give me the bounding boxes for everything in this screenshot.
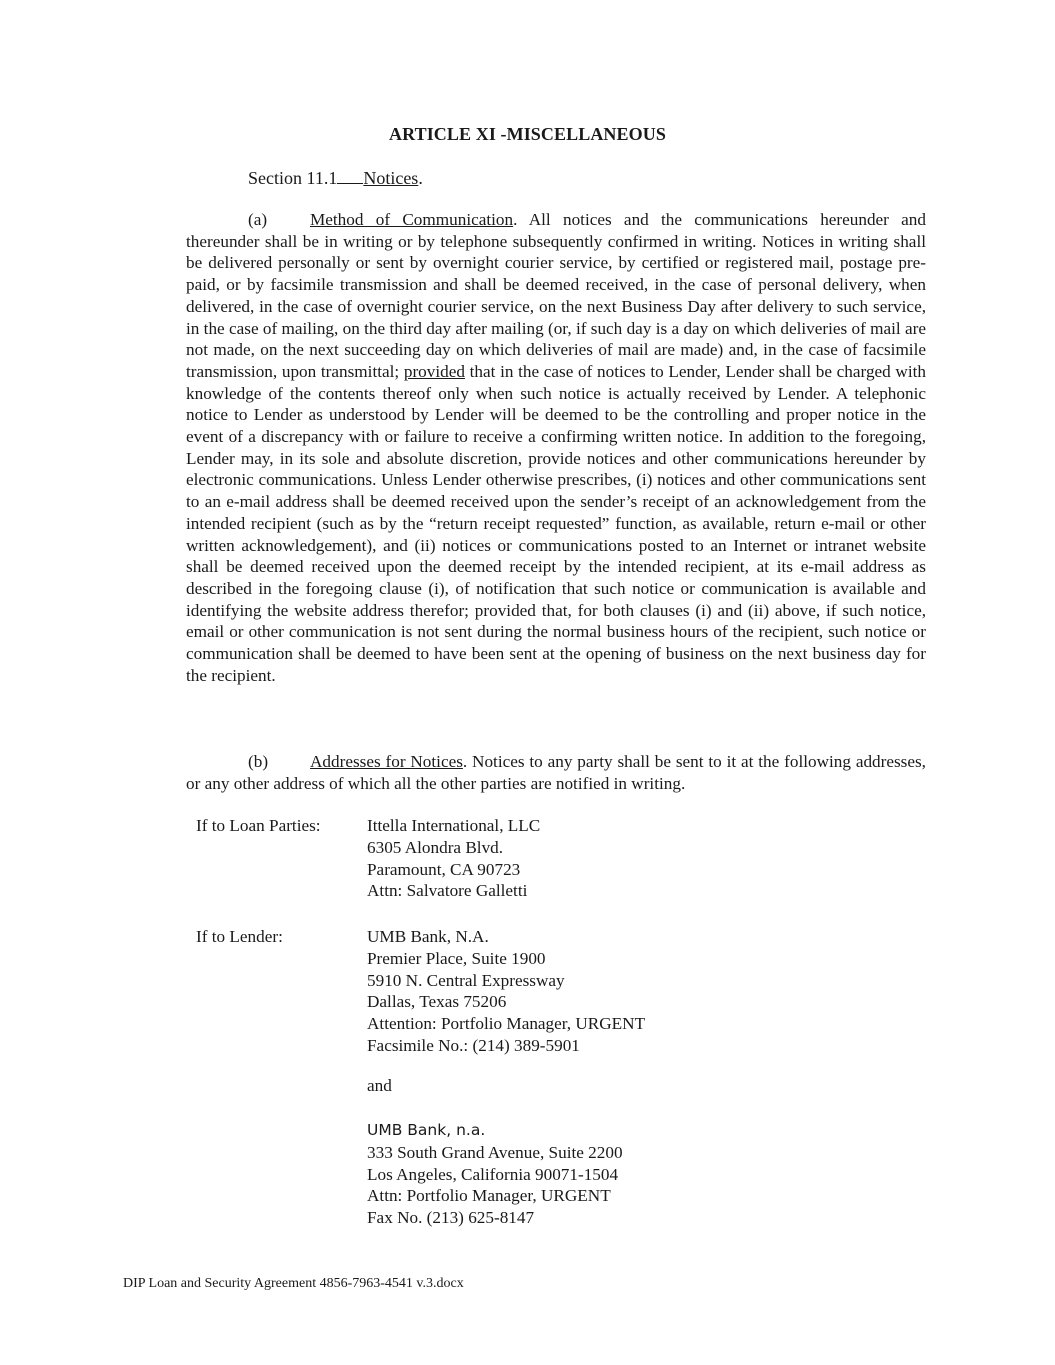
address-label-loan-parties: If to Loan Parties: <box>196 816 321 835</box>
para-a-heading: Method of Communication <box>310 210 514 229</box>
address-line: Ittella International, LLC <box>367 816 541 835</box>
address-line: UMB Bank, N.A. <box>367 927 489 946</box>
address-block-lender-second <box>367 1120 623 1229</box>
section-title: Notices <box>363 168 419 188</box>
paragraph-addresses-for-notices <box>186 751 926 794</box>
para-b-text: . Notices to any party shall be sent to it at the following addresses, or any other address of which all the other parties are notified in writing. <box>186 752 926 793</box>
address-line: Attn: Portfolio Manager, URGENT <box>367 1186 611 1206</box>
address-label-lender: If to Lender: <box>196 927 283 946</box>
paragraph-method-of-communication <box>186 209 926 686</box>
para-a-text-2: that in the case of notices to Lender, Lender shall be charged with knowledge of the contents thereof only when such notice is actually received by Lender. A telephonic notice to Lender as understood by Lender will be deemed to be the controlling and proper notice in the event of a discrepancy with or failure to receive a confirming written notice. In addition to the foregoing, Lender may, in its sole and absolute discretion, provide notices and other communications hereunder by electronic communications. Unless Lender otherwise prescribes, (i) notices and other communications sent to an e-mail address shall be deemed received upon the sender’s receipt of an acknowledgement from the intended recipient (such as by the “return receipt requested” function, as available, return e-mail or other written acknowledgement), and (ii) notices or communications posted to an Internet or intranet website shall be deemed received upon the deemed receipt by the intended recipient, at its e-mail address as described in the foregoing clause (i), of notification that such notice or communication is available and identifying the website address therefor; provided that, for both clauses (i) and (ii) above, if such notice, email or other communication is not sent during the normal business hours of the recipient, such notice or communication shall be deemed to have been sent at the opening of business on the next business day for the recipient. <box>186 361 926 685</box>
and-connector: and <box>367 1076 392 1095</box>
address-lines-loan-parties <box>367 815 540 902</box>
address-line: Attn: Salvatore Galletti <box>367 881 528 901</box>
para-b-label: (b) <box>248 752 269 771</box>
address-line: Paramount, CA 90723 <box>367 859 521 879</box>
address-line: Los Angeles, California 90071-1504 <box>367 1164 619 1184</box>
address-line: Facsimile No.: (214) 389-5901 <box>367 1035 580 1055</box>
address-line: UMB Bank, n.a. <box>367 1121 486 1139</box>
section-title-suffix: . <box>418 168 423 188</box>
article-title: ARTICLE XI -MISCELLANEOUS <box>389 124 666 144</box>
address-line: Premier Place, Suite 1900 <box>367 948 546 968</box>
address-line: 6305 Alondra Blvd. <box>367 837 504 857</box>
address-line: Fax No. (213) 625-8147 <box>367 1208 535 1228</box>
para-a-provided: provided <box>403 361 465 381</box>
address-line: 333 South Grand Avenue, Suite 2200 <box>367 1142 623 1162</box>
section-underline-gap <box>337 167 363 184</box>
section-number: Section 11.1 <box>248 168 338 188</box>
address-line: Attention: Portfolio Manager, URGENT <box>367 1014 646 1034</box>
section-heading <box>248 167 423 189</box>
document-footer: DIP Loan and Security Agreement 4856-7963-4541 v.3.docx <box>123 1276 464 1291</box>
address-line: 5910 N. Central Expressway <box>367 970 565 990</box>
para-b-heading: Addresses for Notices <box>310 752 463 771</box>
address-line: Dallas, Texas 75206 <box>367 992 507 1012</box>
address-lines-lender <box>367 926 645 1057</box>
para-a-label: (a) <box>248 210 268 229</box>
para-a-text-1: . All notices and the communications hereunder and thereunder shall be in writing or by telephone subsequently confirmed in writing. Notices in writing shall be delivered personally or sent by overnight courier service, by certified or registered mail, postage pre-paid, or by facsimile transmission and shall be deemed received, in the case of personal delivery, when delivered, in the case of overnight courier service, on the next Business Day after delivery to such service, in the case of mailing, on the third day after mailing (or, if such day is a day on which deliveries of mail are not made, on the next succeeding day on which deliveries of mail are made) and, in the case of facsimile transmission, upon transmittal; <box>186 210 926 381</box>
